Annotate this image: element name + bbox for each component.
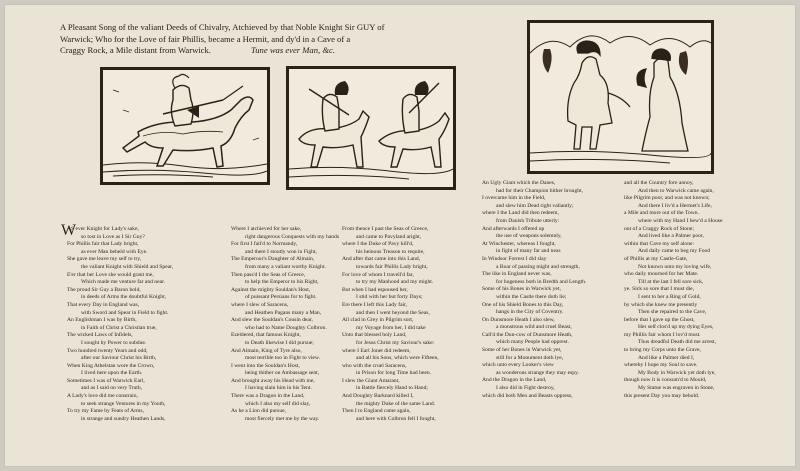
verse-line: My Statue was engraven in Stone, <box>638 385 715 392</box>
verse-line: E'er that her Love she would grant me, <box>67 271 154 278</box>
title-line-2: Warwick; Who for the Love of fair Phillis, became a Hermit, and dy'd in a Cave of a <box>60 33 351 44</box>
verse-line: Unto that blessed holy Land, <box>342 332 407 339</box>
verse-line: and slew him Dead right valiantly; <box>496 202 574 209</box>
verse-line: And afterwards I offered up <box>482 225 545 232</box>
title-line-3-text: Craggy Rock, a Mile distant from Warwick. <box>60 45 211 55</box>
verse-line: which I also my self did slay, <box>245 400 311 407</box>
verse-line: I slew the Giant Amarant, <box>342 377 400 384</box>
verse-line: And daily came to beg my Food <box>638 248 711 255</box>
verse-line: As he a Lion did pursue, <box>231 408 286 415</box>
verse-line: One of his Shield Bones to this Day, <box>482 301 564 308</box>
broadside-sheet <box>4 4 796 467</box>
verse-line: And then to Warwick came again, <box>638 187 714 194</box>
verse-line: like Pilgrim poor, and was not known; <box>624 195 710 202</box>
verse-line: And lived like a Palmer poor, <box>638 233 704 240</box>
verse-line: in Faith of Christ a Christian true, <box>81 324 157 331</box>
verse-line: In Windsor Forrest I did slay <box>482 255 547 262</box>
verse-line: within that Cave my self alone: <box>624 240 695 247</box>
verse-line: to help the Emperor to his Right, <box>245 279 319 286</box>
verse-line: which did both Men and Beasts oppress, <box>482 392 573 399</box>
verse-line: my Voyage from her, I did take <box>356 324 426 331</box>
verse-line: and all the Country fore annoy, <box>624 180 694 186</box>
verse-line: with Sword and Spear in Field to fight. <box>81 309 169 316</box>
verse-line: most fiercely met me by the way. <box>245 415 320 422</box>
verse-line: Sometimes I was of Warwick Earl, <box>67 377 145 384</box>
verse-line: who had to Name Doughty Colbron. <box>245 324 327 331</box>
verse-line: this present Day you may behold. <box>624 392 700 399</box>
verse-line: A Lady's love did me constrain, <box>67 393 138 400</box>
verse-line: and all his Sons, which were Fifteen, <box>356 355 439 362</box>
verse-line: still for a Monument doth lye, <box>496 354 564 361</box>
verse-line: From thence I past the Seas of Greece, <box>342 226 429 232</box>
verse-line: in strange and sundry Heathen Lands, <box>81 415 166 422</box>
verse-line: towards fair Phillis Lady bright, <box>356 263 428 270</box>
verse-line: And brought away his Head with me, <box>231 377 315 384</box>
gentleman-and-lady-illustration <box>530 23 711 171</box>
verse-line: And Almain, King of Tyre also, <box>231 347 302 354</box>
verse-line: But when I had espoused her, <box>342 286 408 293</box>
verse-line: which unto every Looker's view <box>482 362 554 369</box>
verse-line: most terrible too in Fight to view. <box>245 355 320 362</box>
verse-line: in Prison for long Time had been. <box>356 370 432 377</box>
verse-line: within the Castle there doth lie; <box>496 293 567 300</box>
verse-column-2 <box>231 226 339 423</box>
verse-line: Call'd the Dun-cow of Dunsmore Heath, <box>482 331 573 338</box>
verse-line: whereby I hope my Soul to save. <box>624 362 698 369</box>
verse-line: My Body in Warwick yet doth lye, <box>638 369 716 376</box>
verse-line: and here with Colbron fell I fought, <box>356 415 436 422</box>
verse-line: a Mile and more out of the Town. <box>624 210 700 217</box>
verse-line: the valiant Knight with Shield and Spear, <box>81 263 174 270</box>
verse-line: And slew the Souldan's Cousin dear, <box>231 317 313 324</box>
verse-line: and came to Pavyland aright, <box>356 233 422 240</box>
verse-line: The proud Sir Guy a Baron bold, <box>67 286 141 293</box>
verse-line: Which made me venture far and near. <box>81 279 166 286</box>
verse-line: being thither on Ambassage sent, <box>245 370 320 377</box>
verse-line: I stid with her but forty Days; <box>356 294 423 301</box>
verse-line: for Jesus Christ my Saviour's sake: <box>356 339 435 346</box>
verse-line: Some of his Bones in Warwick yet, <box>482 286 561 293</box>
verse-line: The wicked Laws of Infidels, <box>67 332 133 339</box>
verse-line: from many a valiant worthy Knight. <box>245 263 326 270</box>
verse-line: after our Saviour Christ his Birth, <box>81 355 157 362</box>
verse-line: where I the Land did then redeem, <box>482 210 559 217</box>
verse-line: to try my Manhood and my might. <box>356 279 434 286</box>
verse-line: who with the cruel Saracens, <box>342 362 407 369</box>
knight-on-horse-illustration <box>103 70 267 182</box>
woodcut-knight-on-horse <box>100 67 270 185</box>
verse-line: by which she knew me presently <box>624 301 698 308</box>
verse-line: Ere there I left this Lady fair, <box>342 301 408 308</box>
verse-column-5 <box>624 180 722 400</box>
verse-line: the mighty Duke of the same Land. <box>356 400 436 407</box>
verse-line: That every Day in England was, <box>67 301 140 308</box>
verse-line: Till at the last I fell sore sick, <box>638 278 704 285</box>
verse-line: out of a Craggy Rock of Stone; <box>624 225 694 232</box>
verse-line: for hugeness both in Bredth and Length. <box>496 278 587 285</box>
verse-line: And there I liv'd a Hermet's Life, <box>638 202 712 209</box>
verse-line: and then I went beyond the Seas, <box>356 309 430 316</box>
verse-line: from Danish Tribute utterly: <box>496 217 560 224</box>
tune-note: Tune was ever Man, &c. <box>250 45 335 55</box>
verse-line: The Emperour's Daughter of Almain, <box>231 256 315 263</box>
verse-line: Her self clos'd up my dying Eyes, <box>638 324 714 331</box>
verse-line: An Ugly Giant which the Danes, <box>482 180 556 186</box>
verse-line: my Phillis fair whom I lov'd most. <box>624 331 701 338</box>
verse-line: And the Dragon in the Land, <box>482 377 547 384</box>
verse-line: And after that came into this Land, <box>342 256 421 263</box>
verse-line: I went into the Souldan's Host, <box>231 362 300 369</box>
verse-line: Then I to England came again, <box>342 408 411 415</box>
verse-line: For Phillis fair that Lady bright, <box>67 241 139 248</box>
verse-line: the use of weapons solemnly, <box>496 233 562 240</box>
verse-line: where I slew of Saracens, <box>231 301 289 308</box>
verse-line: his heinous Treason to requite, <box>356 248 425 255</box>
verse-line: though now it is consum'd to Mould, <box>624 377 707 384</box>
verse-line: so tost in Love as I Sir Guy? <box>81 233 145 240</box>
verse-line: When King Athelstan wore the Crown, <box>67 362 155 369</box>
verse-line: in Battle fiercely Hand to Hand; <box>356 385 428 392</box>
verse-column-3 <box>342 226 439 423</box>
verse-line: Ezeldered, that famous Knight, <box>231 332 301 339</box>
drop-capital: W <box>61 222 77 239</box>
title-line-1: A Pleasant Song of the valiant Deeds of Chivalry, Atchieved by that Noble Knight Sir GUY of <box>60 22 385 32</box>
verse-line: Two hundred twenty Years and odd, <box>67 347 148 354</box>
verse-line: where with my Hand I hew'd a House <box>638 217 723 224</box>
verse-line: in fight of many far and near. <box>496 248 562 255</box>
verse-line: The like in England never was, <box>482 271 552 278</box>
verse-line: There was a Dragon in the Land, <box>231 393 305 400</box>
verse-line: in deeds of Arms the doubtful Knight, <box>81 294 166 301</box>
verse-line: ye. Sick so sore that I must die, <box>624 286 695 293</box>
verse-line: Where I atchieved for her sake, <box>231 226 302 232</box>
verse-line: At Winchester, whereas I fought, <box>482 240 556 247</box>
verse-line: to Death likewise I did pursue; <box>245 339 314 346</box>
verse-line: which many People had opprest. <box>496 339 569 346</box>
verse-line: All clad in Grey in Pilgrim sort, <box>342 317 414 324</box>
verse-line: who daily mourned for her Mate. <box>624 271 699 278</box>
verse-line: right dangerous Conquests with my hands <box>245 233 339 240</box>
verse-line: to bring my Corps unto the Grave, <box>624 347 701 354</box>
verse-line: Against the mighty Souldan's Host, <box>231 286 311 293</box>
verse-line: and as I said on very Truth, <box>81 385 143 392</box>
verse-line: hangs in the City of Coventry. <box>496 309 564 316</box>
verse-line: Not known unto my loving wife, <box>638 263 712 270</box>
verse-line: as wonderous strange they may espy. <box>496 369 579 376</box>
verse-line: She gave me leave my self to try, <box>67 256 142 263</box>
woodcut-gentleman-and-lady <box>527 20 714 174</box>
verse-line: and Heathen Pagans many a Man, <box>245 309 322 316</box>
verse-line: On Dunsmore Heath I also slew, <box>482 316 555 323</box>
verse-line: I also did in Fight destroy, <box>496 385 555 392</box>
verse-line: AS ever Knight for Lady's sake, <box>67 226 139 232</box>
verse-line: And like a Palmer died I, <box>638 354 695 361</box>
verse-line: Then pass'd I the Seas of Greece, <box>231 271 306 278</box>
title-line-3 <box>60 45 530 57</box>
verse-line: For first I fail'd to Normandy, <box>231 241 298 248</box>
verse-column-4 <box>482 180 586 400</box>
verse-line: to seek strange Ventures in my Youth, <box>81 400 166 407</box>
verse-line: An Englishman I was by Birth, <box>67 317 137 324</box>
verse-line: I having slain him in his Tent. <box>245 385 312 392</box>
verse-line: To try my Fame by Feats of Arms, <box>67 408 144 415</box>
verse-line: Some of her Bones in Warwick yet, <box>482 347 562 354</box>
verse-line: where I Earl Jonet did redeem, <box>342 347 411 354</box>
verse-column-1 <box>67 226 173 423</box>
verse-line: I sent to her a Ring of Gold, <box>638 293 701 300</box>
verse-line: I lived here upon the Earth. <box>81 370 143 377</box>
verse-line: Then she repaired to the Cave, <box>638 309 707 316</box>
woodcut-two-knights-on-horses <box>286 66 456 190</box>
verse-line: And Doughty Barknard killed I, <box>342 393 414 400</box>
verse-line: a Boar of passing might and strength, <box>496 263 580 270</box>
verse-line: Thus dreadful Death did me arrest, <box>638 339 716 346</box>
verse-line: of Phillis at my Castle-Gate, <box>624 255 688 262</box>
verse-line: of puissant Persians for to fight. <box>245 294 317 301</box>
verse-line: had for their Champion hither brought, <box>496 187 583 194</box>
verse-line: and there I stoutly won in Fight, <box>245 248 317 255</box>
verse-line: a monstrous wild and cruel Beast, <box>496 324 572 331</box>
verse-line: before that I gave up the Ghost, <box>624 316 695 323</box>
verse-line: as ever Man beheld with Eye. <box>81 248 148 255</box>
two-knights-illustration <box>289 69 453 187</box>
verse-line: I overcame him in the Field, <box>482 195 546 202</box>
song-title <box>60 22 530 57</box>
verse-line: where I the Duke of Pavy kill'd, <box>342 241 414 248</box>
verse-line: I sought by Power to subdue. <box>81 339 147 346</box>
verse-line: For love of whom I travell'd far, <box>342 271 414 278</box>
